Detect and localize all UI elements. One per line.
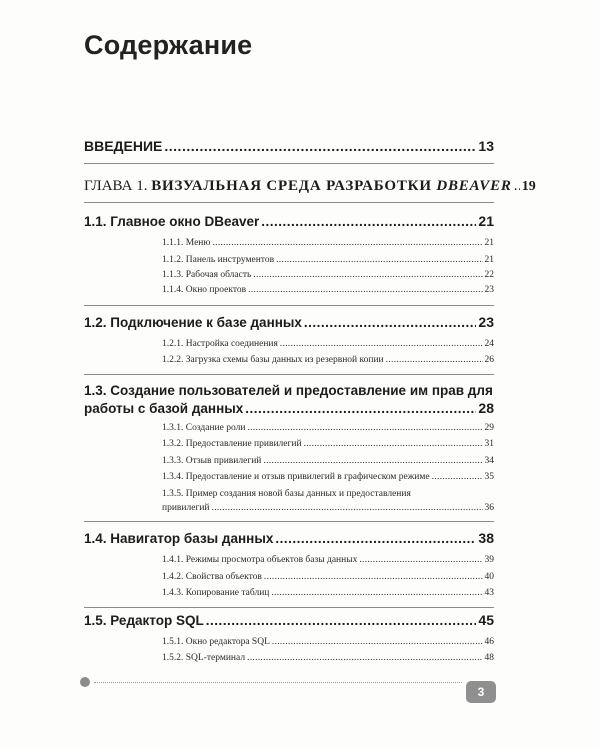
divider	[84, 521, 494, 522]
dot-leader	[245, 401, 476, 416]
toc-page-number: 35	[484, 472, 494, 482]
toc-page-number: 36	[484, 503, 494, 513]
dot-leader	[248, 285, 482, 295]
toc-subentry-label: 1.2.1. Настройка соединения	[162, 339, 278, 349]
toc-page-number: 34	[484, 456, 494, 466]
toc-subentry[interactable]	[162, 255, 494, 265]
page-number-badge: 3	[466, 681, 496, 703]
toc-subentry-label: 1.3.4. Предоставление и отзыв привилегий в графическом режиме	[162, 472, 430, 482]
toc-page-number: 31	[484, 439, 494, 449]
dot-leader	[280, 339, 483, 349]
dot-leader	[271, 588, 482, 598]
chapter-prefix: ГЛАВА 1.	[84, 178, 148, 194]
toc-subentry[interactable]	[162, 456, 494, 466]
toc-page-number: 39	[484, 555, 494, 565]
dot-leader	[212, 238, 482, 248]
toc-entry-chapter-1[interactable]	[84, 178, 536, 195]
toc-page-number: 48	[484, 653, 494, 663]
dot-leader	[206, 613, 477, 628]
toc-page-number: 19	[521, 179, 536, 194]
toc-subentry-label: 1.1.2. Панель инструментов	[162, 255, 275, 265]
footer-dotted-rule	[94, 682, 462, 683]
toc-subentry-label: 1.2.2. Загрузка схемы базы данных из резервной копии	[162, 355, 384, 365]
toc-subentry-label: 1.4.1. Режимы просмотра объектов базы данных	[162, 555, 358, 565]
toc-subentry[interactable]	[162, 285, 494, 295]
chapter-title	[151, 178, 512, 194]
toc-page-number: 22	[484, 270, 494, 280]
toc-subentry-label: привилегий	[162, 503, 210, 513]
toc-entry-label: работы с базой данных	[84, 401, 244, 416]
toc-subentry-label: 1.3.3. Отзыв привилегий	[162, 456, 262, 466]
dot-leader	[164, 138, 476, 154]
dot-leader	[432, 472, 483, 482]
toc-page-number: 24	[484, 339, 494, 349]
toc-subentry-label: 1.4.3. Копирование таблиц	[162, 588, 270, 598]
chapter-title-italic: DBEAVER	[436, 178, 512, 194]
toc-subentry-label: 1.3.1. Создание роли	[162, 423, 246, 433]
toc-subentry-label: 1.1.1. Меню	[162, 238, 211, 248]
dot-leader	[247, 423, 482, 433]
toc-subentry-label: 1.3.2. Предоставление привилегий	[162, 439, 302, 449]
toc-page-number: 46	[484, 637, 494, 647]
toc-subentry[interactable]	[162, 238, 494, 248]
toc-entry-label: 1.2. Подключение к базе данных	[84, 315, 302, 330]
toc-subentry-line1[interactable]: 1.3.5. Пример создания новой базы данных и предоставления	[162, 489, 411, 499]
dot-leader	[276, 255, 482, 265]
dot-leader	[253, 270, 482, 280]
toc-entry-section-1-5[interactable]	[84, 612, 494, 628]
toc-subentry[interactable]	[162, 472, 494, 482]
toc-entry-section-1-1[interactable]	[84, 213, 494, 229]
toc-subentry-label: 1.4.2. Свойства объектов	[162, 572, 262, 582]
toc-entry-section-1-4[interactable]	[84, 530, 494, 546]
toc-subentry-label: 1.5.2. SQL-терминал	[162, 653, 246, 663]
toc-subentry[interactable]	[162, 637, 494, 647]
toc-subentry[interactable]	[162, 339, 494, 349]
dot-leader	[386, 355, 483, 365]
toc-entry-section-1-3-line1[interactable]: 1.3. Создание пользователей и предоставление им прав для	[84, 383, 493, 398]
toc-page-number: 38	[478, 530, 494, 546]
dot-leader	[247, 653, 482, 663]
toc-page-number: 21	[478, 213, 494, 229]
toc-page-number: 45	[478, 612, 494, 628]
dot-leader	[261, 214, 476, 229]
toc-page-number: 23	[478, 314, 494, 330]
toc-subentry-label: 1.1.3. Рабочая область	[162, 270, 252, 280]
toc-entry-label: ВВЕДЕНИЕ	[84, 138, 163, 154]
toc-page-number: 26	[484, 355, 494, 365]
chapter-title-text: ВИЗУАЛЬНАЯ СРЕДА РАЗРАБОТКИ	[151, 178, 432, 194]
dot-leader	[263, 456, 482, 466]
dot-leader	[272, 637, 483, 647]
dot-leader	[264, 572, 483, 582]
dot-leader	[359, 555, 482, 565]
toc-subentry[interactable]	[162, 270, 494, 280]
toc-page-number: 21	[484, 255, 494, 265]
toc-page-number: 23	[484, 285, 494, 295]
toc-subentry[interactable]	[162, 588, 494, 598]
divider	[84, 374, 494, 375]
toc-subentry-label: 1.5.1. Окно редактора SQL	[162, 637, 270, 647]
toc-subentry[interactable]	[162, 653, 494, 663]
toc-entry-label: 1.5. Редактор SQL	[84, 613, 204, 628]
divider	[84, 163, 494, 164]
page-title: Содержание	[84, 30, 253, 60]
divider	[84, 305, 494, 306]
toc-page-number: 40	[484, 572, 494, 582]
toc-entry-section-1-2[interactable]	[84, 314, 494, 330]
toc-entry-introduction[interactable]	[84, 138, 494, 154]
divider	[84, 607, 494, 608]
toc-subentry[interactable]	[162, 572, 494, 582]
dot-leader	[514, 178, 520, 195]
toc-entry-section-1-3[interactable]	[84, 400, 494, 416]
divider	[84, 202, 494, 203]
toc-page-number: 43	[484, 588, 494, 598]
toc-page-number: 29	[484, 423, 494, 433]
dot-leader	[304, 439, 483, 449]
dot-leader	[212, 503, 483, 513]
toc-subentry[interactable]	[162, 503, 494, 513]
toc-subentry[interactable]	[162, 439, 494, 449]
toc-entry-label	[84, 178, 512, 195]
toc-subentry-label: 1.1.4. Окно проектов	[162, 285, 247, 295]
toc-page-number: 21	[484, 238, 494, 248]
toc-entry-label: 1.4. Навигатор базы данных	[84, 531, 274, 546]
dot-leader	[304, 315, 477, 330]
dot-leader	[275, 531, 476, 546]
toc-entry-label: 1.1. Главное окно DBeaver	[84, 214, 260, 229]
toc-subentry[interactable]	[162, 355, 494, 365]
toc-subentry[interactable]	[162, 555, 494, 565]
toc-subentry[interactable]	[162, 423, 494, 433]
toc-page-number: 13	[478, 138, 494, 154]
footer-bullet-icon	[80, 677, 90, 687]
toc-page-number: 28	[478, 400, 494, 416]
